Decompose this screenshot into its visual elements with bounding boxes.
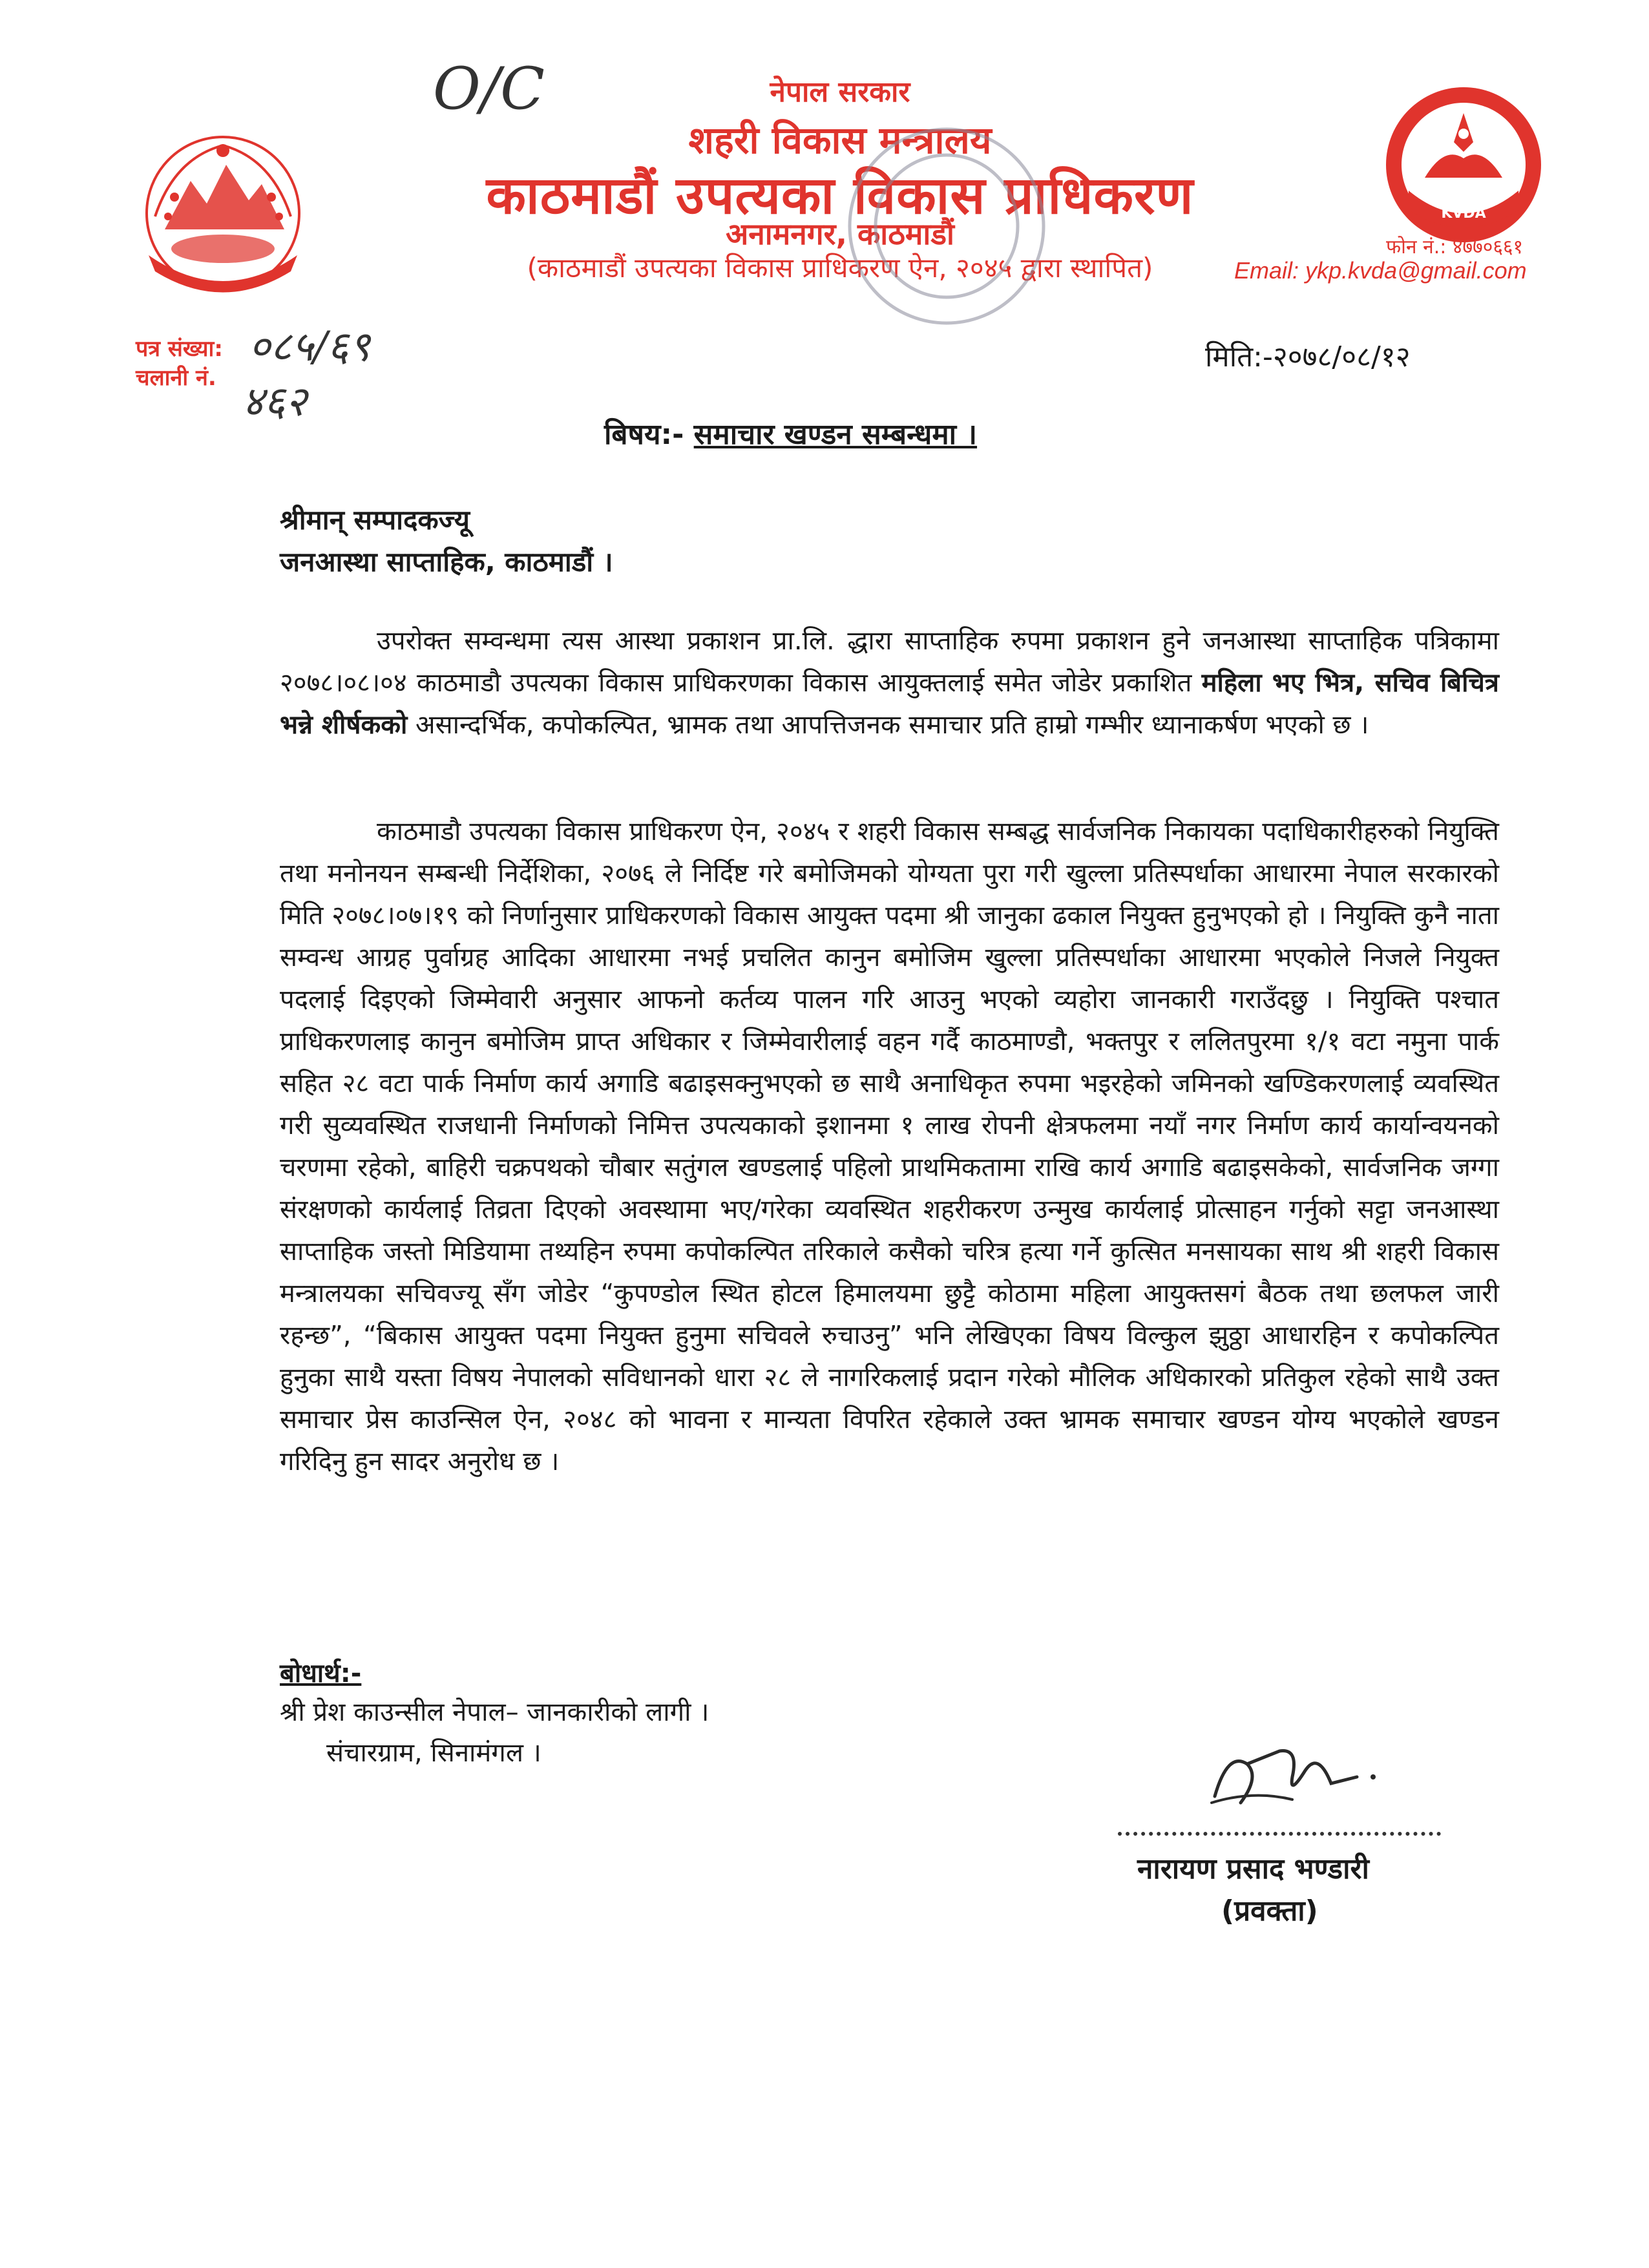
handwritten-oc: O/C: [433, 55, 545, 123]
recipient-line-2: जनआस्था साप्ताहिक, काठमाडौं ।: [280, 546, 613, 578]
body-paragraph-2: काठमाडौ उपत्यका विकास प्राधिकरण ऐन, २०४५ र शहरी विकास सम्बद्ध सार्वजनिक निकायका पदाधिकारीहरुको नियुक्ति तथा मनोनयन सम्बन्धी निर्देशिका, २०७६ ले निर्दिष्ट गरे बमोजिमको योग्यता पुरा गरी खुल्ला प्रतिस्पर्धाका आधारमा नेपाल सरकारको मिति २०७८।०७।१९ को निर्णानुसार प्राधिकरणको विकास आयुक्त पदमा श्री जानुका ढकाल नियुक्त हुनुभएको हो । नियुक्ति कुनै नाता सम्वन्ध आग्रह पुर्वाग्रह आदिका आधारमा नभई प्रचलित कानुन बमोजिम खुल्ला प्रतिस्पर्धाका आधारमा भएकोले निजले नियुक्त पदलाई दिइएको जिम्मेवारी अनुसार आफनो कर्तव्य पालन गरि आउनु भएको व्यहोरा जानकारी गराउँदछु । नियुक्ति पश्चात प्राधिकरणलाइ कानुन बमोजिम प्राप्त अधिकार र जिम्मेवारीलाई वहन गर्दै काठमाण्डौ, भक्तपुर र ललितपुरमा १/१ वटा नमुना पार्क सहित २८ वटा पार्क निर्माण कार्य अगाडि बढाइसक्नुभएको छ साथै अनाधिकृत रुपमा भइरहेको जमिनको खण्डिकरणलाई व्यवस्थित गरी सुव्यवस्थित राजधानी निर्माणको निमित्त उपत्यकाको इशानमा १ लाख रोपनी क्षेत्रफलमा नयाँ नगर निर्माण कार्य कार्यान्वयनको चरणमा रहेको, बाहिरी चक्रपथको चौबार सतुंगल खण्डलाई पहिलो प्राथमिकतामा राखि कार्य अगाडि बढाइसकेको, सार्वजनिक जग्गा संरक्षणको कार्यलाई तिव्रता दिएको अवस्थामा भए/गरेका व्यवस्थित शहरीकरण उन्मुख कार्यलाई प्रोत्साहन गर्नुको सट्टा जनआस्था साप्ताहिक जस्तो मिडियामा तथ्यहिन रुपमा कपोकल्पित तरिकाले कसैको चरित्र हत्या गर्ने कुत्सित मनसायका साथ श्री शहरी विकास मन्त्रालयका सचिवज्यू सँग जोडेर “कुपण्डोल स्थित होटल हिमालयमा छुट्टै कोठामा महिला आयुक्तसगं बैठक तथा छलफल जारी रहन्छ”, “बिकास आयुक्त पदमा नियुक्त हुनुमा सचिवले रुचाउनु” भनि लेखिएका विषय विल्कुल झुठ्ठा आधारहिन र कपोकल्पित हुनुका साथै यस्ता विषय नेपालको सविधानको धारा २८ ले नागरिकलाई प्रदान गरेको मौलिक अधिकारको प्रतिकुल रहेको साथै उक्त समाचार प्रेस काउन्सिल ऐन, २०४८ को भावना र मान्यता विपरित रहेकाले उक्त भ्रामक समाचार खण्डन योग्य भएकोले खण्डन गरिदिनु हुन सादर अनुरोध छ ।: [280, 817, 1499, 1476]
authority-established: (काठमाडौं उपत्यका विकास प्राधिकरण ऐन, २०४५ द्वारा स्थापित): [527, 252, 1153, 284]
kvda-logo-text: KVDA: [1441, 205, 1486, 222]
body-p1-part2: असान्दर्भिक, कपोकल्पित, भ्रामक तथा आपत्तिजनक समाचार प्रति हाम्रो गम्भीर ध्यानाकर्षण भएको छ ।: [415, 710, 1369, 740]
nepal-emblem-icon: [129, 120, 317, 307]
body-paragraph-1: [280, 620, 1499, 746]
letter-date: मिति:-२०७८/०८/१२: [1205, 341, 1411, 373]
subject-text: समाचार खण्डन सम्बन्धमा ।: [693, 418, 978, 451]
letter-no-value: ०८५/६९: [249, 323, 370, 371]
ministry-name: शहरी विकास मन्त्रालय: [688, 118, 992, 162]
signature-line: [1118, 1832, 1441, 1836]
authority-address: अनामनगर, काठमाडौं: [726, 216, 954, 251]
dispatch-no-label: चलानी नं.: [136, 365, 216, 391]
signature-icon: [1202, 1725, 1409, 1822]
body-p1-part1: उपरोक्त सम्वन्धमा त्यस आस्था प्रकाशन प्रा.लि. द्धारा साप्ताहिक रुपमा प्रकाशन हुने जनआस्था साप्ताहिक पत्रिकामा २०७८।०८।०४ काठमाडौ उपत्यका विकास प्राधिकरणका विकास आयुक्तलाई समेत जोडेर प्रकाशित: [280, 626, 1499, 698]
recipient-line-1: श्रीमान् सम्पादकज्यू: [280, 504, 470, 536]
subject-label: बिषय:-: [604, 418, 684, 451]
cc-line-2: संचारग्राम, सिनामंगल ।: [326, 1738, 541, 1768]
phone-number: फोन नं.: ४७७०६६१: [1386, 236, 1524, 258]
office-stamp-icon: [840, 120, 1053, 333]
letter-no-label: पत्र संख्या:: [136, 336, 223, 362]
email-address: Email: ykp.kvda@gmail.com: [1234, 257, 1527, 284]
cc-line-1: श्री प्रेश काउन्सील नेपाल– जानकारीको लागी ।: [280, 1697, 709, 1727]
government-name: नेपाल सरकार: [770, 76, 910, 109]
authority-name: काठमाडौं उपत्यका विकास प्राधिकरण: [486, 165, 1194, 226]
subject-line: [604, 414, 977, 452]
kvda-logo-icon: [1380, 81, 1548, 249]
dispatch-no-value: ४६२: [242, 378, 307, 426]
signatory-title: (प्रवक्ता): [1221, 1895, 1318, 1927]
signatory-name: नारायण प्रसाद भण्डारी: [1137, 1853, 1369, 1885]
cc-label: बोधार्थ:-: [280, 1659, 362, 1688]
body-p1-bold: महिला भए भित्र, सचिव बिचित्र भन्ने शीर्षकको: [280, 668, 1499, 740]
